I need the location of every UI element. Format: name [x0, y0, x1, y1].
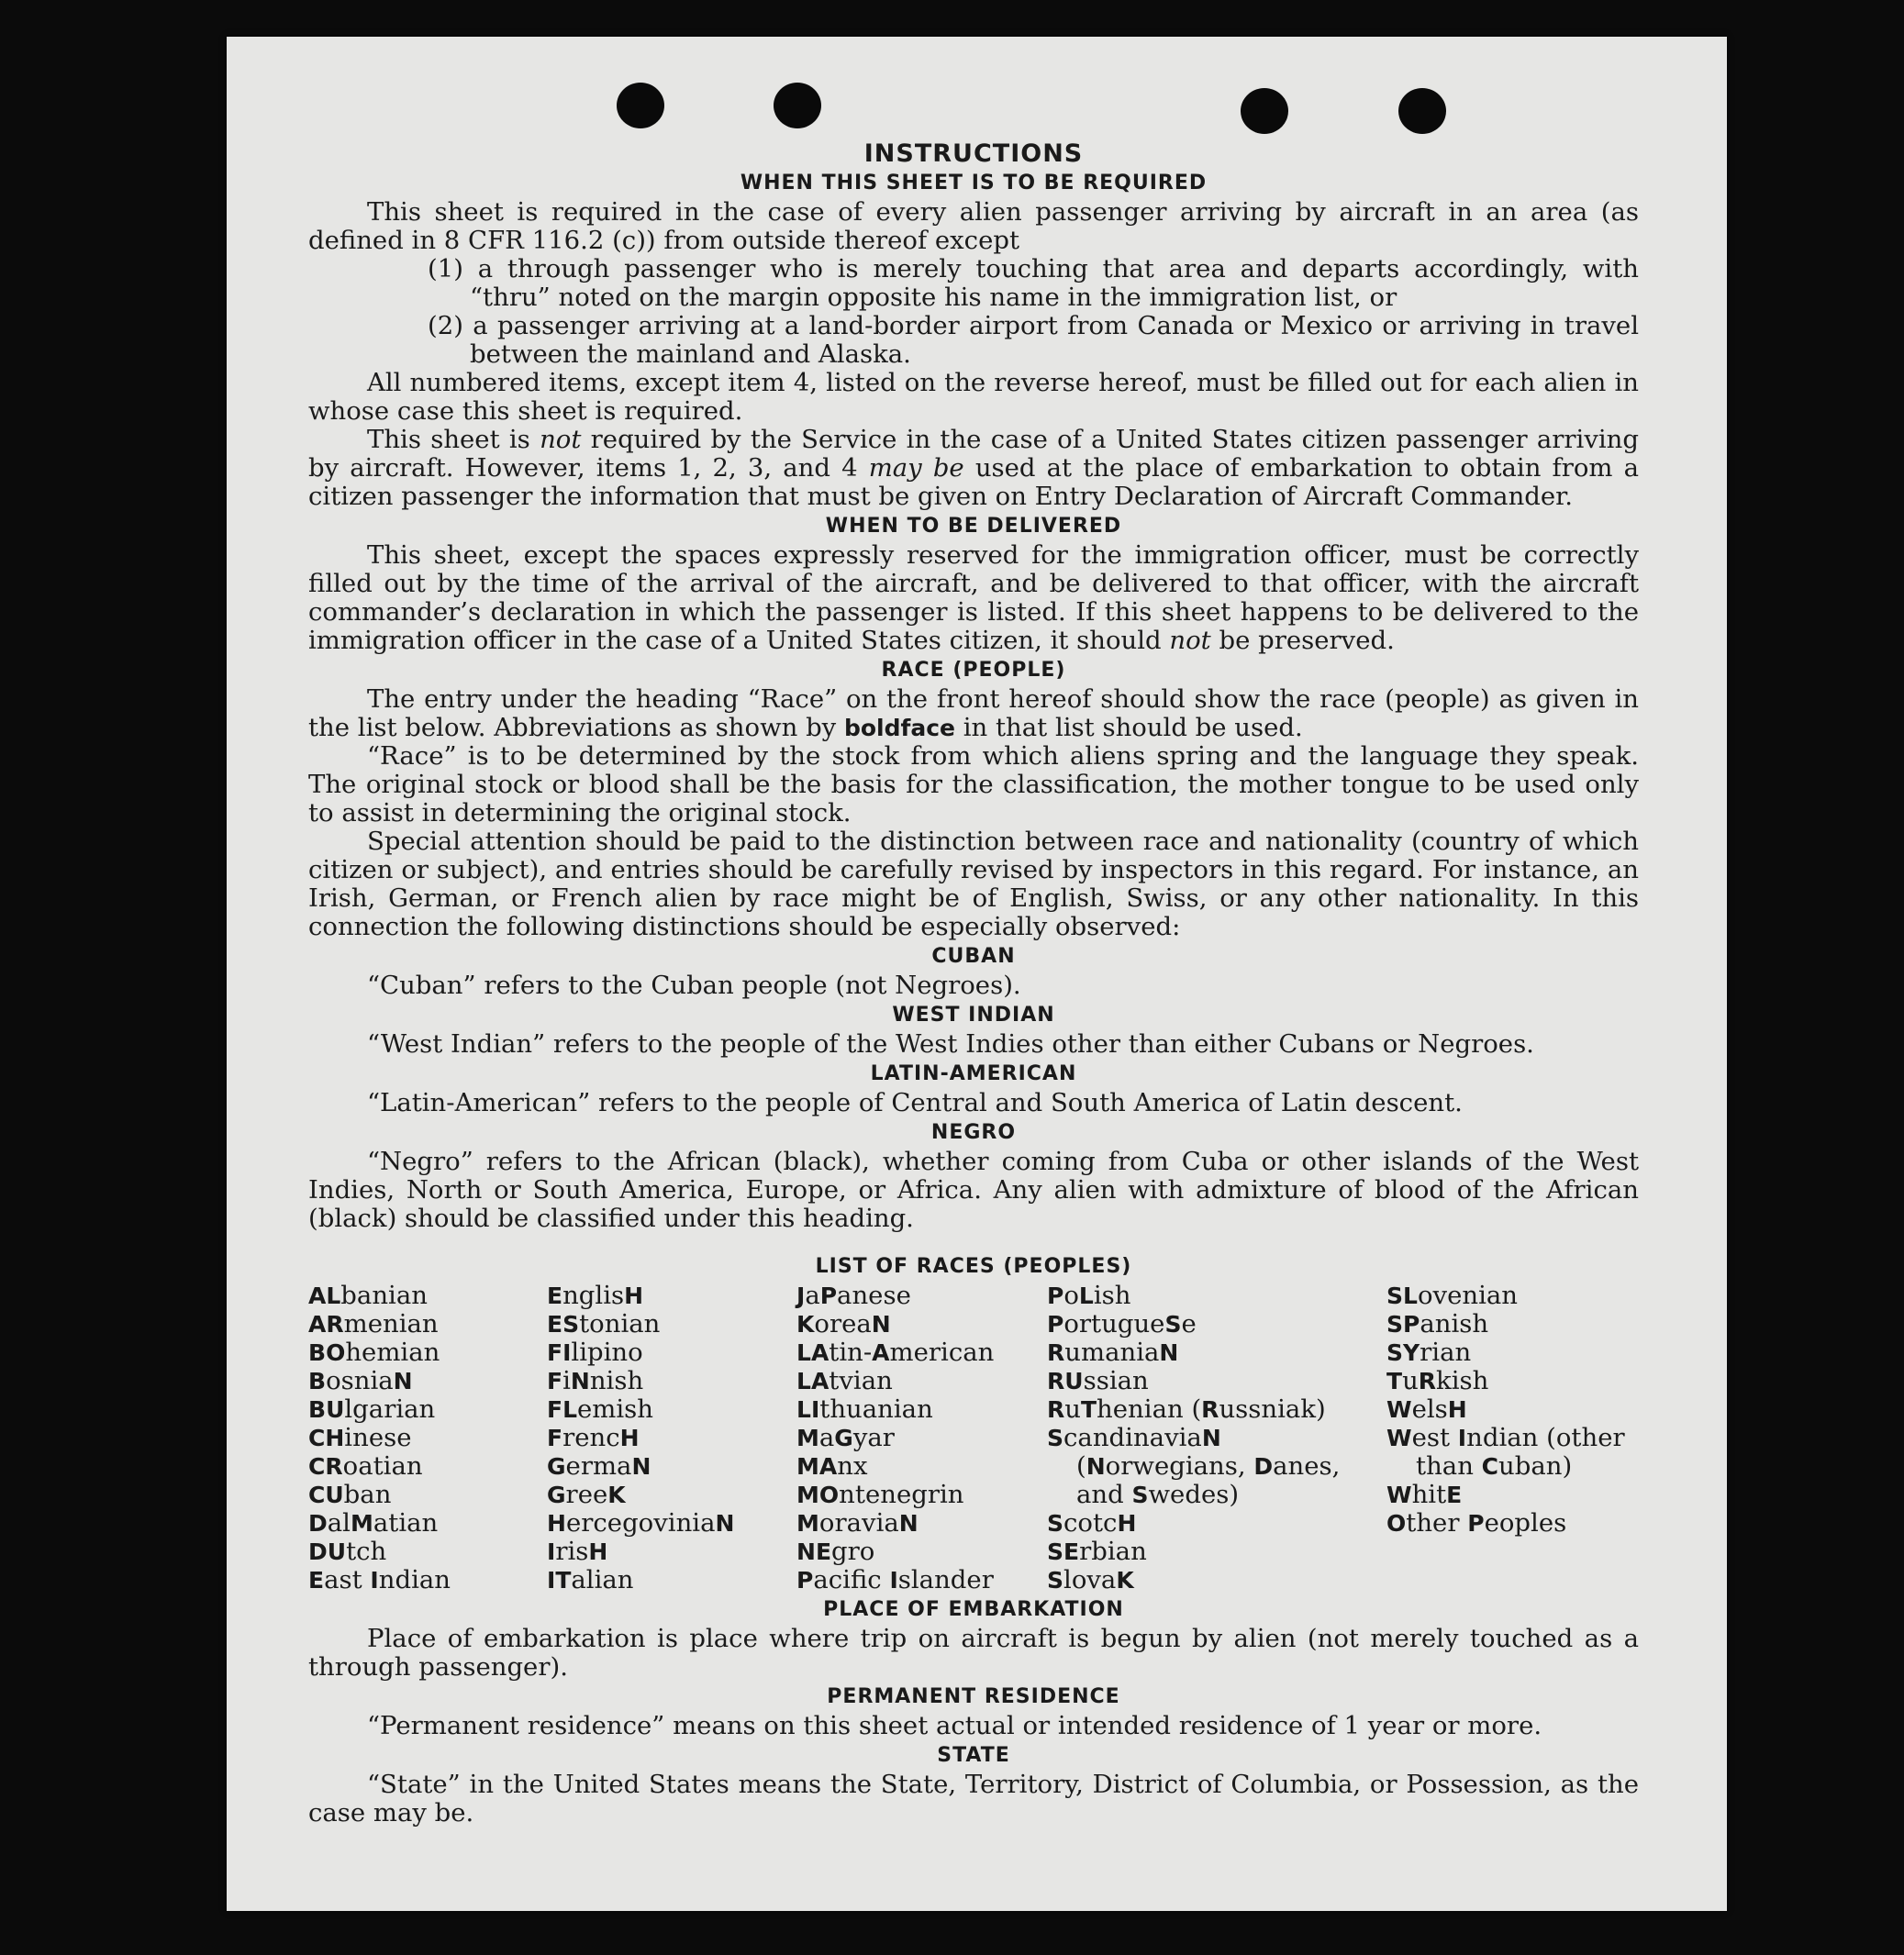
race-entry: BOhemian — [308, 1338, 440, 1367]
race-entry: FiNnish — [547, 1366, 644, 1395]
race-entry: CRoatian — [308, 1451, 423, 1481]
exception-item-2: (2) a passenger arriving at a land-border airport from Canada or Mexico or arriving in travel between the mainland and Alaska. — [428, 311, 1639, 369]
section-heading-latin-american: LATIN-AMERICAN — [870, 1062, 1077, 1085]
race-entry: DalMatian — [308, 1508, 439, 1538]
section-heading-list-of-races: LIST OF RACES (PEOPLES) — [815, 1255, 1132, 1278]
definition-text: Place of embarkation is place where trip on aircraft is begun by alien (not merely touched as a through passenger). — [308, 1624, 1639, 1682]
race-entry: RuThenian (Russniak) — [1047, 1394, 1326, 1424]
race-entry: FLemish — [547, 1394, 654, 1424]
race-entry: MoraviaN — [796, 1508, 919, 1538]
race-entry: SErbian — [1047, 1537, 1147, 1566]
race-entry: PortugueSe — [1047, 1309, 1197, 1339]
race-entry: SPanish — [1386, 1309, 1489, 1339]
race-entry: EStonian — [547, 1309, 661, 1339]
race-entry: ARmenian — [308, 1309, 439, 1339]
definition-text: “West Indian” refers to the people of the West Indies other than either Cubans or Negroes. — [367, 1029, 1534, 1059]
section-heading-when-delivered: WHEN TO BE DELIVERED — [825, 515, 1122, 538]
paragraph: This sheet is required in the case of every alien passenger arriving by aircraft in an area (as defined in 8 CFR 116.2 (c)) from outside thereof except — [308, 197, 1639, 255]
races-column — [547, 1282, 796, 1594]
race-entry: LAtin-American — [796, 1338, 995, 1367]
section-heading-when-required: WHEN THIS SHEET IS TO BE REQUIRED — [740, 172, 1208, 194]
races-column — [308, 1282, 547, 1594]
race-entry: LAtvian — [796, 1366, 893, 1395]
race-entry: SlovaK — [1047, 1565, 1134, 1594]
race-entry: SLovenian — [1386, 1281, 1518, 1310]
section-heading-embarkation: PLACE OF EMBARKATION — [823, 1598, 1124, 1621]
definition-text: “Negro” refers to the African (black), whether coming from Cuba or other islands of the West Indies, North or South America, Europe, or Africa. Any alien with admixture of blood of the African (black) should be classified under this heading. — [308, 1147, 1639, 1233]
race-entry: West Indian (other than Cuban) — [1386, 1423, 1625, 1481]
race-entry: SYrian — [1386, 1338, 1472, 1367]
paragraph: Special attention should be paid to the distinction between race and nationality (country of which citizen or subject), and entries should be carefully revised by inspectors in this regard. For instance, an Irish, German, or French alien by race might be of English, Swiss, or any other nationality. In this connection the following distinctions should be especially observed: — [308, 827, 1639, 941]
race-entry: ScotcH — [1047, 1508, 1137, 1538]
definition-text: “Latin-American” refers to the people of Central and South America of Latin descent. — [367, 1088, 1463, 1117]
paragraph: The entry under the heading “Race” on the front hereof should show the race (people) as given in the list below. Abbreviations as shown by boldface in that list should be used. — [308, 684, 1639, 742]
race-entry: RUssian — [1047, 1366, 1149, 1395]
race-entry: LIthuanian — [796, 1394, 933, 1424]
race-entry: WhitE — [1386, 1480, 1463, 1509]
race-entry: CHinese — [308, 1423, 412, 1452]
race-entry: FIlipino — [547, 1338, 643, 1367]
section-heading-west-indian: WEST INDIAN — [892, 1004, 1055, 1027]
page-title: INSTRUCTIONS — [863, 139, 1084, 168]
race-entry: Other Peoples — [1386, 1508, 1567, 1538]
section-heading-cuban: CUBAN — [931, 945, 1016, 968]
section-heading-permanent-residence: PERMANENT RESIDENCE — [827, 1685, 1120, 1708]
race-entry: ITalian — [547, 1565, 634, 1594]
race-entry: Pacifc Islander — [796, 1565, 994, 1594]
section-heading-negro: NEGRO — [930, 1121, 1017, 1144]
race-entry: BosniaN — [308, 1366, 413, 1395]
race-entry: PoLish — [1047, 1281, 1131, 1310]
race-entry: GreeK — [547, 1480, 626, 1509]
race-entry: BUlgarian — [308, 1394, 436, 1424]
race-entry: ALbanian — [308, 1281, 428, 1310]
race-entry: EnglisH — [547, 1281, 644, 1310]
race-entry: MOntenegrin — [796, 1480, 964, 1509]
instructions-body — [308, 101, 1639, 1827]
document-page — [227, 37, 1727, 1911]
race-entry: ScandinaviaN (Norwegians, Danes, and Swedes) — [1047, 1423, 1341, 1509]
race-entry: WelsH — [1386, 1394, 1467, 1424]
race-entry: MAnx — [796, 1451, 868, 1481]
race-entry: MaGyar — [796, 1423, 895, 1452]
race-entry: TuRkish — [1386, 1366, 1489, 1395]
race-entry: GermaN — [547, 1451, 651, 1481]
paragraph: This sheet, except the spaces expressly reserved for the immigration officer, must be correctly filled out by the time of the arrival of the aircraft, and be delivered to that officer, with the aircraft commander’s declaration in which the passenger is listed. If this sheet happens to be delivered to the immigration officer in the case of a United States citizen, it should not be preserved. — [308, 540, 1639, 655]
races-column — [1386, 1282, 1639, 1594]
exception-item-1: (1) a through passenger who is merely touching that area and departs accordingly, with “thru” noted on the margin opposite his name in the immigration list, or — [428, 254, 1639, 312]
race-entry: NEgro — [796, 1537, 875, 1566]
paragraph: This sheet is not required by the Service in the case of a United States citizen passenger arriving by aircraft. However, items 1, 2, 3, and 4 may be used at the place of embarkation to obtain from a citizen passenger the information that must be given on Entry Declaration of Aircraft Commander. — [308, 425, 1640, 511]
race-entry: DUtch — [308, 1537, 387, 1566]
race-entry: HercegoviniaN — [547, 1508, 735, 1538]
race-entry: CUban — [308, 1480, 392, 1509]
race-entry: JaPanese — [796, 1281, 911, 1310]
race-entry: IrisH — [547, 1537, 608, 1566]
section-heading-race: RACE (PEOPLE) — [881, 659, 1066, 682]
definition-text: “Cuban” refers to the Cuban people (not Negroes). — [367, 971, 1021, 1000]
races-list — [308, 1282, 1639, 1594]
race-entry: East Indian — [308, 1565, 451, 1594]
race-entry: RumaniaN — [1047, 1338, 1179, 1367]
paragraph: All numbered items, except item 4, listed on the reverse hereof, must be filled out for each alien in whose case this sheet is required. — [308, 368, 1639, 426]
definition-text: “State” in the United States means the State, Territory, District of Columbia, or Possession, as the case may be. — [308, 1770, 1639, 1827]
races-column — [796, 1282, 1047, 1594]
race-entry: FrencH — [547, 1423, 640, 1452]
races-column — [1047, 1282, 1386, 1594]
definition-text: “Permanent residence” means on this sheet actual or intended residence of 1 year or more. — [367, 1711, 1542, 1740]
paragraph: “Race” is to be determined by the stock from which aliens spring and the language they speak. The original stock or blood shall be the basis for the classification, the mother tongue to be used only to assist in determining the original stock. — [308, 741, 1639, 828]
race-entry: KoreaN — [796, 1309, 891, 1339]
section-heading-state: STATE — [937, 1744, 1010, 1767]
